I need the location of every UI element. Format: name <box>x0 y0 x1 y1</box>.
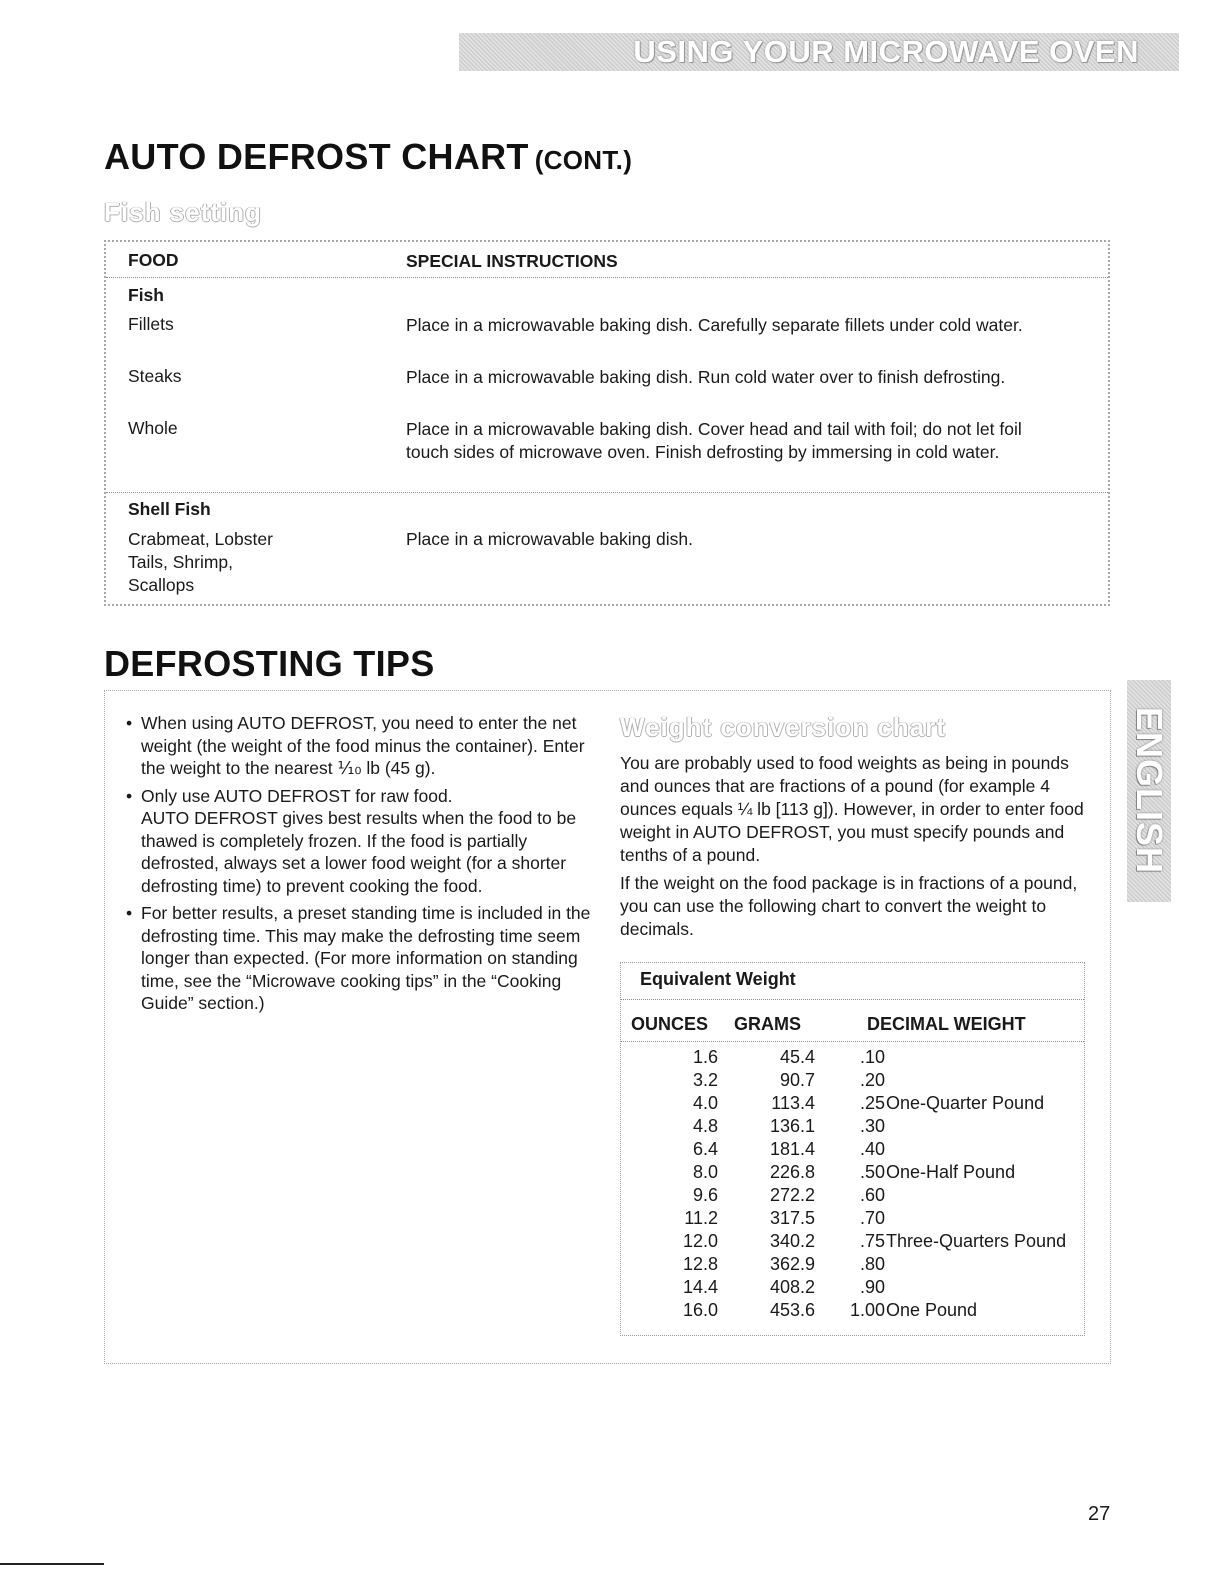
grams-cell: 45.4 <box>779 1047 815 1067</box>
group-shell-fish: Shell Fish <box>128 499 211 519</box>
divider <box>621 999 1084 1000</box>
instructions-cell: Place in a microwavable baking dish. Cover head and tail with foil; do not let foil touch sides of microwave oven. Finish defrosting by immersing in cold water. <box>406 419 1022 462</box>
divider <box>106 277 1108 278</box>
decimal-cell: .50 <box>859 1162 885 1182</box>
food-cell: Crabmeat, Lobster Tails, Shrimp, Scallops <box>128 529 273 595</box>
table-row <box>620 1162 1085 1185</box>
footer-rule <box>0 1563 104 1565</box>
table-row <box>620 1185 1085 1208</box>
list-item <box>124 902 594 1015</box>
weight-conversion-heading: Weight conversion chart <box>620 712 946 742</box>
col-decimal-weight: DECIMAL WEIGHT <box>867 1014 1026 1034</box>
divider <box>106 492 1108 493</box>
ounces-cell: 11.2 <box>684 1208 718 1228</box>
list-item <box>124 712 594 780</box>
fish-setting-heading: Fish setting <box>104 197 262 227</box>
decimal-cell: .80 <box>859 1254 885 1274</box>
label-cell: Three-Quarters Pound <box>886 1231 1067 1251</box>
grams-cell: 113.4 <box>771 1093 815 1113</box>
ounces-cell: 4.8 <box>692 1116 718 1136</box>
ounces-cell: 14.4 <box>682 1277 718 1297</box>
grams-cell: 272.2 <box>769 1185 815 1205</box>
bullet: • <box>126 785 133 806</box>
decimal-cell: .25 <box>859 1093 885 1113</box>
bullet: • <box>126 903 133 923</box>
instructions-cell: Place in a microwavable baking dish. Carefully separate fillets under cold water. <box>406 315 1023 335</box>
bullet: • <box>126 713 133 733</box>
tip-text: For better results, a preset standing time is included in the defrosting time. This may make the defrosting time seem longer than expected. (For more information on standing time, see the “Microwave cooking tips” in the “Cooking Guide” section.) <box>141 903 591 1013</box>
table-row <box>620 1277 1085 1300</box>
auto-defrost-chart <box>104 240 1110 606</box>
table-row <box>620 1231 1085 1254</box>
header-food: FOOD <box>128 250 179 270</box>
tip-extra: AUTO DEFROST gives best results when the food to be thawed is completely frozen. If the food is partially defrosted, always set a lower food weight (for a shorter defrosting time) to prevent cooking the food. <box>141 808 577 896</box>
page-title <box>104 136 632 178</box>
ounces-cell: 6.4 <box>692 1139 718 1159</box>
title-text: AUTO DEFROST CHART <box>104 136 529 177</box>
grams-cell: 362.9 <box>769 1254 815 1274</box>
label-cell: One Pound <box>886 1300 978 1320</box>
label-cell: One-Quarter Pound <box>886 1093 1045 1113</box>
tips-title: DEFROSTING TIPS <box>104 643 435 684</box>
ounces-cell: 12.8 <box>682 1254 718 1274</box>
header-instructions: SPECIAL INSTRUCTIONS <box>406 251 618 271</box>
list-item <box>124 785 594 898</box>
equivalent-weight-title: Equivalent Weight <box>640 969 796 989</box>
decimal-cell: .90 <box>859 1277 885 1297</box>
tips-list <box>124 712 594 1020</box>
ounces-cell: 9.6 <box>692 1185 718 1205</box>
instructions-cell: Place in a microwavable baking dish. <box>406 529 693 549</box>
group-fish: Fish <box>128 285 164 305</box>
table-row <box>620 1116 1085 1139</box>
table-row <box>620 1047 1085 1070</box>
label-cell: One-Half Pound <box>886 1162 1016 1182</box>
banner-text: USING YOUR MICROWAVE OVEN <box>633 34 1139 69</box>
page-number: 27 <box>1088 1503 1111 1525</box>
food-cell: Whole <box>128 418 178 438</box>
grams-cell: 408.2 <box>769 1277 815 1297</box>
col-grams: GRAMS <box>734 1014 801 1034</box>
tip-text: When using AUTO DEFROST, you need to enter the net weight (the weight of the food minus the container). Enter the weight to the nearest ⅒ lb (45 g). <box>141 713 585 778</box>
table-row <box>620 1093 1085 1116</box>
language-tab-text: ENGLISH <box>1129 707 1170 875</box>
divider <box>621 1041 1084 1042</box>
grams-cell: 181.4 <box>769 1139 815 1159</box>
decimal-cell: .70 <box>859 1208 885 1228</box>
grams-cell: 226.8 <box>769 1162 815 1182</box>
weight-paragraph-2: If the weight on the food package is in fractions of a pound, you can use the following chart to convert the weight to decimals. <box>620 873 1078 939</box>
table-row <box>620 1070 1085 1093</box>
ounces-cell: 3.2 <box>692 1070 718 1090</box>
food-cell: Steaks <box>128 366 182 386</box>
tip-text: Only use AUTO DEFROST for raw food. <box>141 785 453 806</box>
instructions-cell: Place in a microwavable baking dish. Run cold water over to finish defrosting. <box>406 367 1006 387</box>
table-row <box>620 1139 1085 1162</box>
table-row <box>620 1300 1085 1323</box>
grams-cell: 317.5 <box>769 1208 815 1228</box>
weight-paragraph-1: You are probably used to food weights as being in pounds and ounces that are fractions of a pound (for example 4 ounces equals ¼ lb [113 g]). However, in order to enter food weight in AUTO DEFROST, you must specify pounds and tenths of a pound. <box>620 753 1084 865</box>
language-tab <box>1127 680 1171 902</box>
decimal-cell: .75 <box>859 1231 885 1251</box>
col-ounces: OUNCES <box>631 1014 709 1034</box>
grams-cell: 453.6 <box>769 1300 815 1320</box>
ounces-cell: 8.0 <box>692 1162 718 1182</box>
decimal-cell: .30 <box>859 1116 885 1136</box>
decimal-cell: .40 <box>859 1139 885 1159</box>
food-cell: Fillets <box>128 314 174 334</box>
decimal-cell: .10 <box>859 1047 885 1067</box>
grams-cell: 136.1 <box>769 1116 815 1136</box>
ounces-cell: 16.0 <box>682 1300 718 1320</box>
grams-cell: 340.2 <box>769 1231 815 1251</box>
table-row <box>620 1208 1085 1231</box>
section-banner <box>459 33 1179 71</box>
decimal-cell: .60 <box>859 1185 885 1205</box>
ounces-cell: 4.0 <box>692 1093 718 1113</box>
ounces-cell: 1.6 <box>692 1047 718 1067</box>
decimal-cell: .20 <box>859 1070 885 1090</box>
grams-cell: 90.7 <box>779 1070 815 1090</box>
ounces-cell: 12.0 <box>682 1231 718 1251</box>
title-suffix: (CONT.) <box>534 145 633 175</box>
decimal-cell: 1.00 <box>849 1300 885 1320</box>
table-row <box>620 1254 1085 1277</box>
